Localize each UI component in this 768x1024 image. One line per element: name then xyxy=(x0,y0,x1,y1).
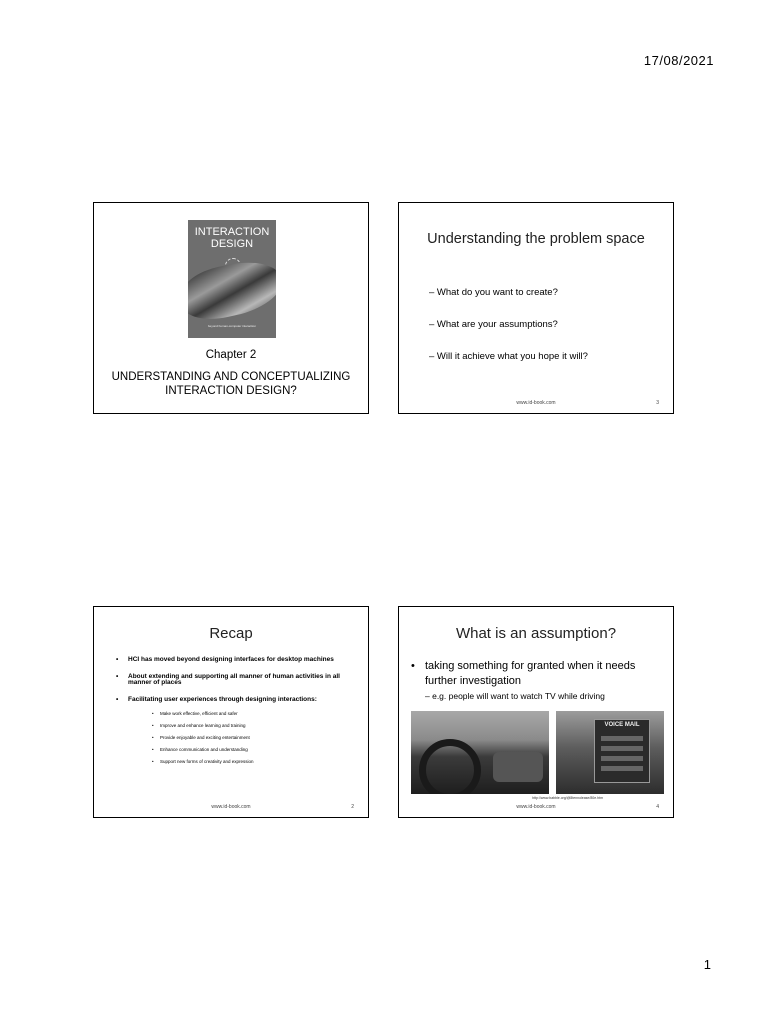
bullet-icon: • xyxy=(152,735,154,740)
bullet-icon: • xyxy=(152,747,154,752)
slide-number: 4 xyxy=(656,804,659,810)
list-item: – Will it achieve what you hope it will? xyxy=(429,351,588,362)
sub-list-item: • Provide enjoyable and exciting entertainment xyxy=(152,735,250,740)
bullet-icon: • xyxy=(152,759,154,764)
slide-assumption xyxy=(398,606,674,818)
slide-title xyxy=(93,202,369,414)
bullet-icon: • xyxy=(116,672,119,680)
bullet-icon: • xyxy=(152,723,154,728)
slide-heading: Recap xyxy=(209,625,253,642)
question-list xyxy=(429,287,663,383)
menu-row-shape xyxy=(601,736,643,741)
chapter-title: UNDERSTANDING AND CONCEPTUALIZING INTERACTION DESIGN? xyxy=(111,371,351,397)
dashboard-shape xyxy=(493,752,543,782)
menu-row-shape xyxy=(601,766,643,771)
list-item: – What do you want to create? xyxy=(429,287,558,298)
slide-number: 2 xyxy=(351,804,354,810)
footer-url: www.id-book.com xyxy=(516,804,556,810)
bullet-icon: • xyxy=(116,656,119,663)
list-item: • Facilitating user experiences through designing interactions: xyxy=(116,695,317,703)
recap-list xyxy=(116,657,354,771)
slide-number: 3 xyxy=(656,400,659,406)
slide-problem-space xyxy=(398,202,674,414)
page-number: 1 xyxy=(703,957,711,972)
menu-row-shape xyxy=(601,746,643,751)
bullet-icon: • xyxy=(152,711,154,716)
list-item: • HCI has moved beyond designing interfaces for desktop machines xyxy=(116,656,334,663)
menu-row-shape xyxy=(601,756,643,761)
voice-mail-label: VOICE MAIL xyxy=(604,722,640,728)
sub-list-item: • Support new forms of creativity and expression xyxy=(152,759,254,764)
sub-list-item: – e.g. people will want to watch TV while driving xyxy=(425,691,605,701)
sub-list-item: • Make work effective, efficient and safer xyxy=(152,711,238,716)
book-cover-image xyxy=(188,220,276,338)
print-date: 17/08/2021 xyxy=(643,53,714,68)
bullet-icon: • xyxy=(116,695,119,703)
screen-shape xyxy=(594,719,650,783)
sub-list xyxy=(116,711,354,764)
slide-heading: What is an assumption? xyxy=(455,625,617,642)
bullet-icon: • xyxy=(411,660,415,672)
chapter-label: Chapter 2 xyxy=(205,349,257,361)
steering-wheel-shape xyxy=(419,739,481,794)
book-subtitle: beyond human-computer interaction xyxy=(207,324,257,328)
book-title: INTERACTION DESIGN xyxy=(194,226,270,250)
list-item: – What are your assumptions? xyxy=(429,319,558,330)
slide-heading: Understanding the problem space xyxy=(427,231,645,247)
footer-url: www.id-book.com xyxy=(211,804,251,810)
slide-recap xyxy=(93,606,369,818)
book-wave-graphic xyxy=(188,253,276,326)
voice-mail-screen-photo xyxy=(556,711,664,794)
photo-credit: http://www.babble.org/@8tennolease/80e.htm xyxy=(532,796,603,800)
car-interior-photo xyxy=(411,711,549,794)
list-item: • taking something for granted when it needs further investigation xyxy=(411,660,636,687)
footer-url: www.id-book.com xyxy=(516,400,556,406)
sub-list-item: • Enhance communication and understanding xyxy=(152,747,248,752)
list-item: • About extending and supporting all manner of human activities in all manner of places xyxy=(116,672,340,686)
sub-list-item: • Improve and enhance learning and training xyxy=(152,723,246,728)
